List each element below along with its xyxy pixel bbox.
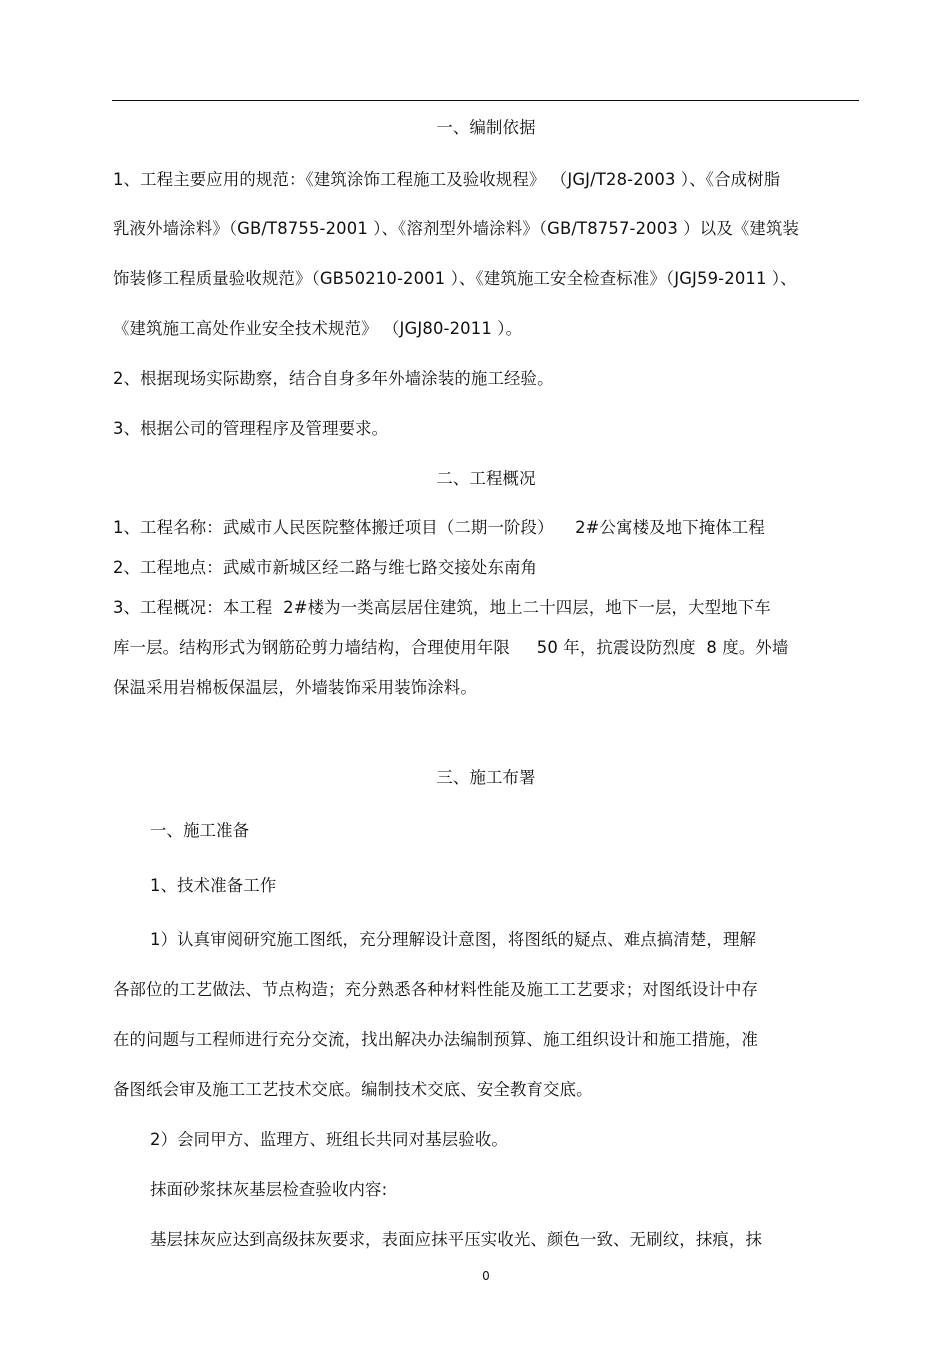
heading-overview: 二、工程概况 xyxy=(436,469,536,488)
paragraph-line: 3、工程概况：本工程 2#楼为一类高层居住建筑，地上二十四层，地下一层，大型地下车 xyxy=(113,598,771,617)
paragraph-line: 1）认真审阅研究施工图纸，充分理解设计意图，将图纸的疑点、难点搞清楚，理解 xyxy=(150,930,757,949)
paragraph-line: 抹面砂浆抹灰基层检查验收内容: xyxy=(150,1180,388,1199)
paragraph-line: 备图纸会审及施工工艺技术交底。编制技术交底、安全教育交底。 xyxy=(113,1080,593,1099)
paragraph-line: 1、工程名称：武威市人民医院整体搬迁项目（二期一阶段） 2#公寓楼及地下掩体工程 xyxy=(113,518,765,537)
paragraph-line: 1、工程主要应用的规范：《建筑涂饰工程施工及验收规程》 （JGJ/T28-2003 ）、《合成树脂 xyxy=(113,170,781,189)
heading-basis: 一、编制依据 xyxy=(436,118,536,137)
paragraph-line: 2）会同甲方、监理方、班组长共同对基层验收。 xyxy=(150,1130,508,1149)
paragraph-line: 保温采用岩棉板保温层，外墙装饰采用装饰涂料。 xyxy=(113,678,477,697)
paragraph-line: 乳液外墙涂料》（GB/T8755-2001 ）、《溶剂型外墙涂料》（GB/T8757-2003 ）以及《建筑装 xyxy=(113,219,800,238)
paragraph-line: 2、根据现场实际勘察，结合自身多年外墙涂装的施工经验。 xyxy=(113,369,554,388)
header-rule xyxy=(112,100,859,101)
page-number: 0 xyxy=(482,1269,490,1283)
paragraph-line: 在的问题与工程师进行充分交流，找出解决办法编制预算、施工组织设计和施工措施，准 xyxy=(113,1030,759,1049)
subheading-technical-prep: 1、技术准备工作 xyxy=(150,876,277,895)
paragraph-line: 《建筑施工高处作业安全技术规范》 （JGJ80-2011 ）。 xyxy=(113,319,523,338)
subheading-preparation: 一、施工准备 xyxy=(150,821,250,840)
paragraph-line: 饰装修工程质量验收规范》（GB50210-2001 ）、《建筑施工安全检查标准》（JGJ59-2011 ）、 xyxy=(113,269,797,288)
heading-deployment: 三、施工布署 xyxy=(436,768,536,787)
paragraph-line: 2、工程地点：武威市新城区经二路与维七路交接处东南角 xyxy=(113,558,538,577)
paragraph-line: 各部位的工艺做法、节点构造；充分熟悉各种材料性能及施工工艺要求；对图纸设计中存 xyxy=(113,980,759,999)
paragraph-line: 3、根据公司的管理程序及管理要求。 xyxy=(113,419,389,438)
paragraph-line: 库一层。结构形式为钢筋砼剪力墙结构，合理使用年限 50 年，抗震设防烈度 8 度。外墙 xyxy=(113,638,789,657)
paragraph-line: 基层抹灰应达到高级抹灰要求，表面应抹平压实收光、颜色一致、无刷纹，抹痕，抹 xyxy=(150,1230,763,1249)
